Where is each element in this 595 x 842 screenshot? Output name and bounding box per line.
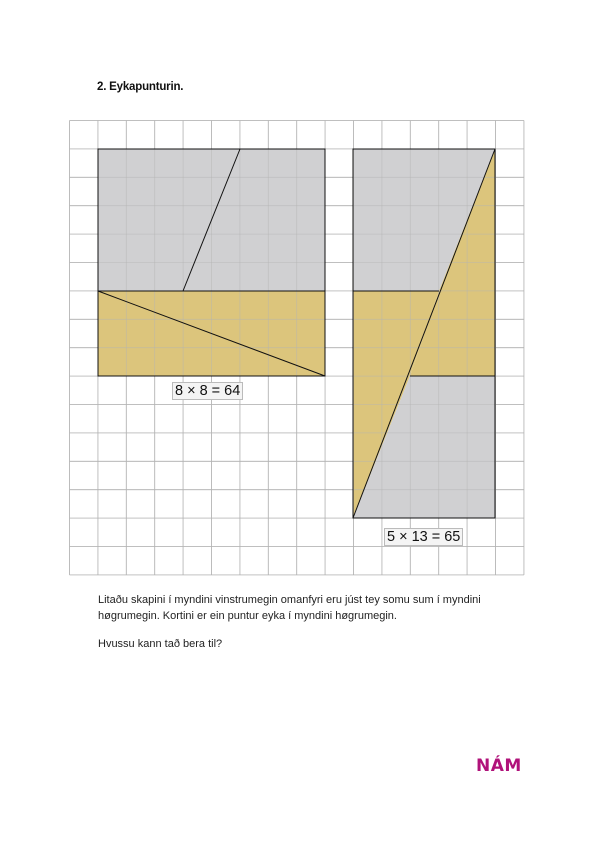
question-text: Hvussu kann tað bera til?: [98, 638, 223, 650]
page-title: 2. Eykapunturin.: [97, 81, 184, 93]
instruction-paragraph: Litaðu skapini í myndini vinstrumegin omanfyri eru júst tey somu sum í myndini høgrumegin. Kortini er ein puntur eyka í myndini høgrumegin.: [98, 594, 481, 622]
left-equation: 8 × 8 = 64: [172, 382, 243, 400]
right-equation: 5 × 13 = 65: [384, 528, 463, 546]
nam-logo: NÁM: [476, 756, 522, 776]
